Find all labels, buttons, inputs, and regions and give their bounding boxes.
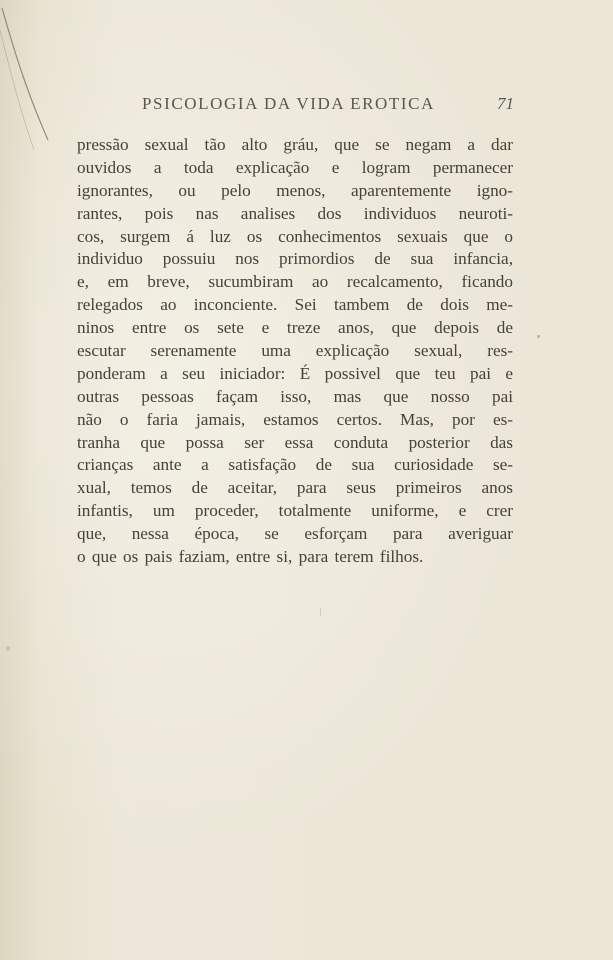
body-text	[77, 134, 513, 569]
text-line-last: o que os pais faziam, entre si, para terem filhos.	[77, 547, 424, 567]
text-line: cos, surgem á luz os conhecimentos sexuais que o	[77, 226, 513, 246]
text-line: crianças ante a satisfação de sua curiosidade se-	[77, 455, 513, 475]
paper-speck	[320, 608, 321, 616]
running-title: PSICOLOGIA DA VIDA EROTICA	[142, 94, 435, 113]
text-line: ninos entre os sete e treze anos, que depois de	[77, 318, 513, 338]
page-number: 71	[497, 94, 514, 113]
text-line: escutar serenamente uma explicação sexual, res-	[77, 341, 513, 361]
text-line: ouvidos a toda explicação e logram permanecer	[77, 157, 513, 177]
text-line: pressão sexual tão alto gráu, que se negam a dar	[77, 135, 513, 154]
paper-speck	[6, 646, 10, 651]
paper-speck	[537, 335, 540, 338]
page-edge-crease	[0, 0, 60, 180]
text-line: xual, temos de aceitar, para seus primeiros anos	[77, 478, 513, 498]
text-line: ponderam a seu iniciador: É possivel que teu pai e	[77, 363, 513, 383]
text-line: infantis, um proceder, totalmente uniforme, e crer	[77, 501, 513, 521]
page-header	[0, 94, 613, 120]
text-line: relegados ao inconciente. Sei tambem de dois me-	[77, 295, 513, 315]
text-line: não o faria jamais, estamos certos. Mas, por es-	[77, 409, 513, 429]
text-line: rantes, pois nas analises dos individuos neuroti-	[77, 203, 513, 223]
text-line: que, nessa época, se esforçam para averiguar	[77, 524, 513, 544]
text-line: ignorantes, ou pelo menos, aparentemente igno-	[77, 180, 513, 200]
text-line: e, em breve, sucumbiram ao recalcamento, ficando	[77, 272, 513, 292]
text-line: tranha que possa ser essa conduta posterior das	[77, 432, 513, 452]
text-line: individuo possuiu nos primordios de sua infancia,	[77, 249, 513, 269]
text-line: outras pessoas façam isso, mas que nosso pai	[77, 386, 513, 406]
